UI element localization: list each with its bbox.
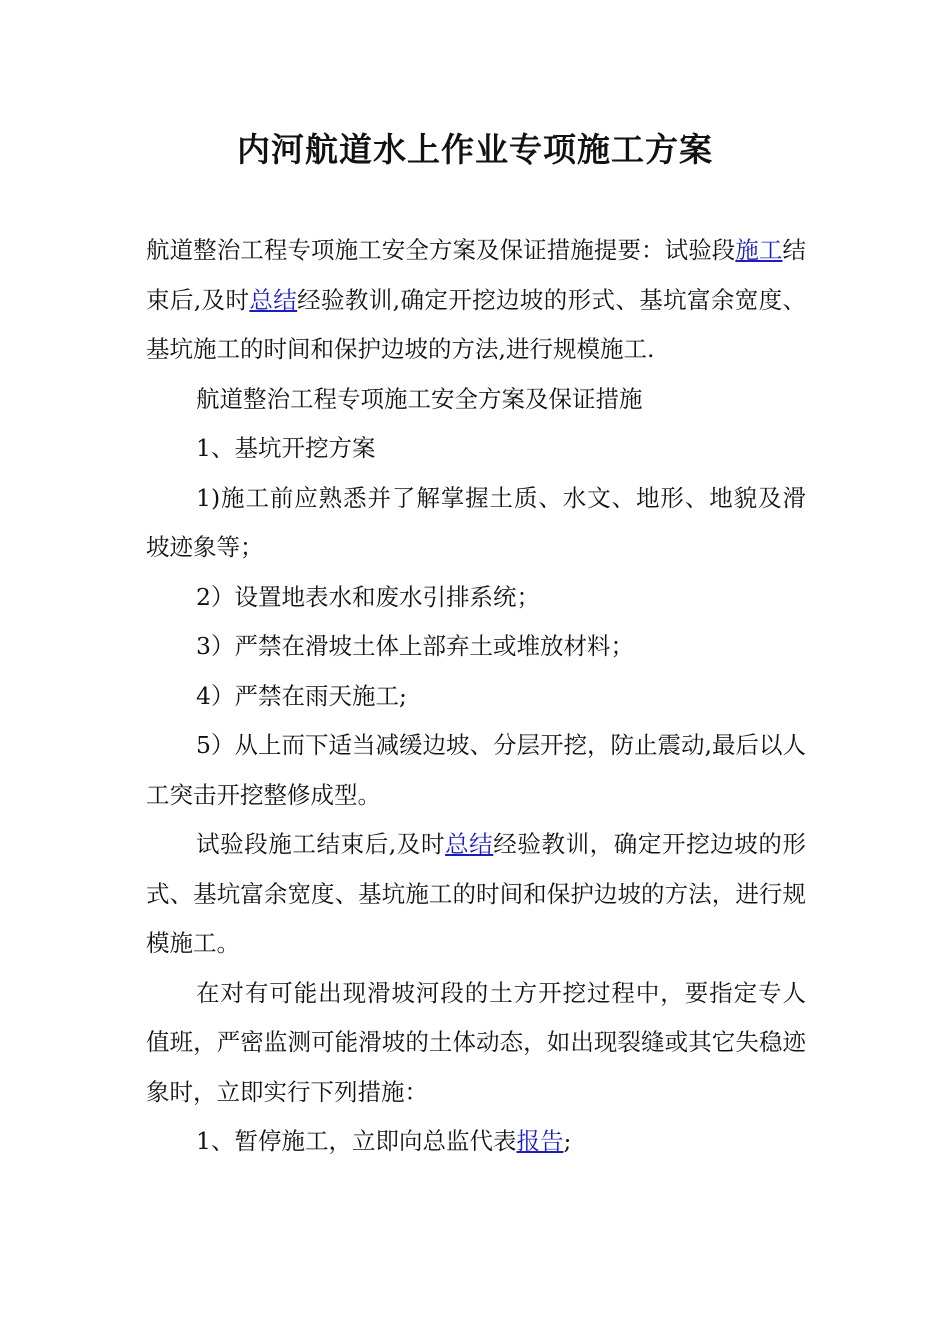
paragraph-heading: 航道整治工程专项施工安全方案及保证措施 xyxy=(196,384,643,413)
list-item: 1)施工前应熟悉并了解掌握土质、水文、地形、地貌及滑坡迹象等； xyxy=(146,483,806,561)
paragraph-summary xyxy=(146,226,806,375)
list-item: 4）严禁在雨天施工; xyxy=(196,681,407,710)
text-span: 航道整治工程专项施工安全方案及保证措施提要：试验段 xyxy=(146,236,736,264)
list-item: 3）严禁在滑坡土体上部弃土或堆放材料； xyxy=(196,632,634,660)
document-title: 内河航道水上作业专项施工方案 xyxy=(237,130,713,169)
link-zongjie-2[interactable]: 总结 xyxy=(445,830,494,858)
paragraph: 在对有可能出现滑坡河段的土方开挖过程中，要指定专人值班，严密监测可能滑坡的土体动态，如出现裂缝或其它失稳迹象时，立即实行下列措施： xyxy=(146,978,806,1106)
section-heading: 1、基坑开挖方案 xyxy=(196,434,376,462)
document-body xyxy=(146,226,806,1167)
text-span: 试验段施工结束后,及时 xyxy=(196,830,446,858)
text-span: 经验教训,确定开挖边坡的形式、基坑富余宽度、基坑施工的时间和保护边坡的方法,进行规模施工. xyxy=(146,285,806,363)
text-span: 经验教训，确定开挖边坡的形式、基坑富余宽度、基坑施工的时间和保护边坡的方法，进行规模施工。 xyxy=(146,830,806,957)
text-span: 结束后,及时 xyxy=(146,236,807,314)
list-item: 5）从上而下适当减缓边坡、分层开挖，防止震动,最后以人工突击开挖整修成型。 xyxy=(146,731,806,809)
link-zongjie[interactable]: 总结 xyxy=(249,285,298,314)
link-shigong[interactable]: 施工 xyxy=(735,236,783,264)
paragraph xyxy=(146,820,806,969)
link-baogao[interactable]: 报告 xyxy=(516,1127,564,1155)
text-span: ; xyxy=(563,1127,572,1155)
list-item: 2）设置地表水和废水引排系统； xyxy=(196,582,540,611)
list-item xyxy=(146,1117,806,1167)
text-span: 1、暂停施工，立即向总监代表 xyxy=(196,1127,517,1155)
